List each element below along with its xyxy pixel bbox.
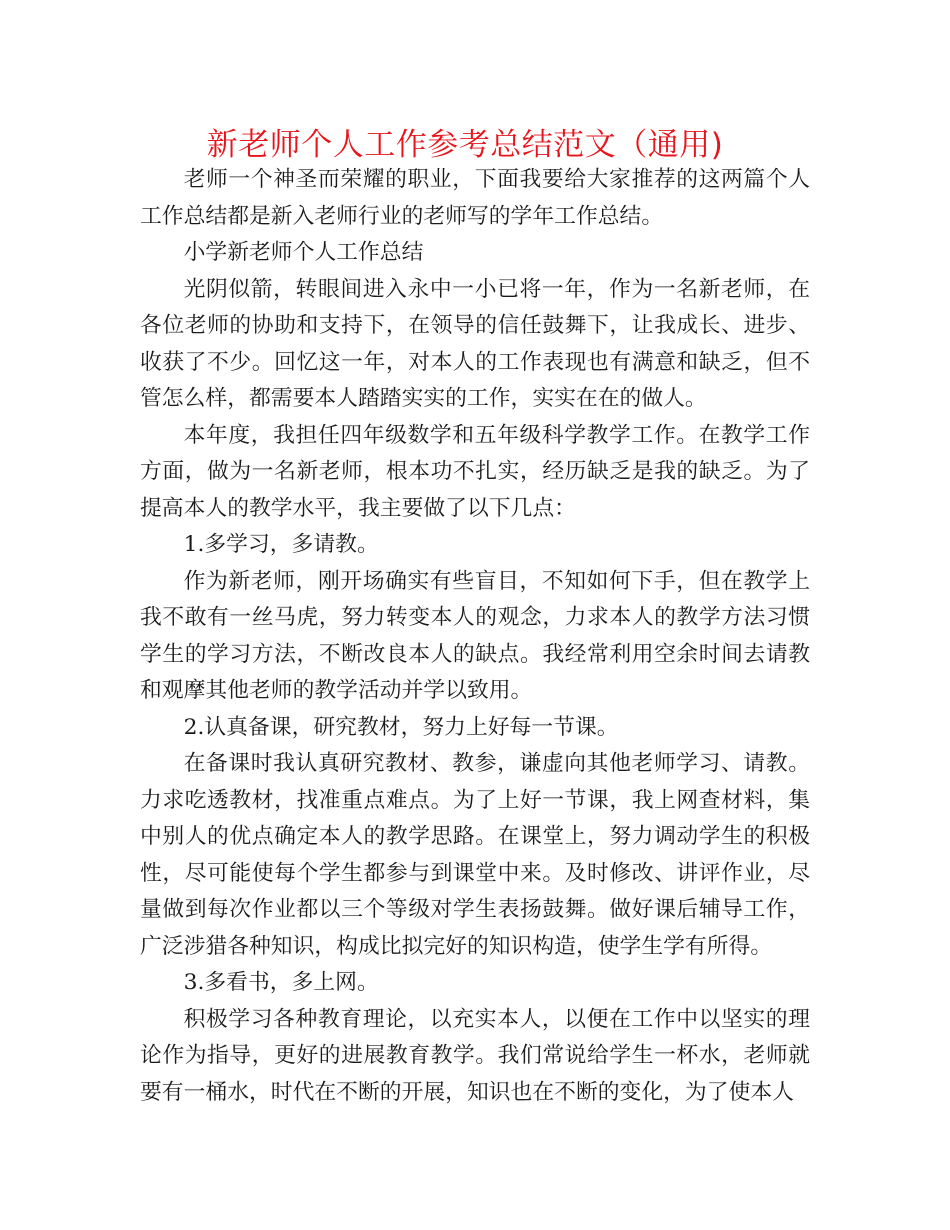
list-item-heading: 1.多学习，多请教。 bbox=[183, 532, 379, 557]
list-item-heading: 2.认真备课，研究教材，努力上好每一节课。 bbox=[183, 714, 619, 740]
paragraph-intro: 老师一个神圣而荣耀的职业，下面我要给大家推荐的这两篇个人工作总结都是新入老师行业的老师写的学年工作总结。 bbox=[140, 167, 810, 229]
document-body bbox=[140, 162, 810, 1111]
paragraph: 作为新老师，刚开场确实有些盲目，不知如何下手，但在教学上我不敢有一丝马虎，努力转变本人的观念，力求本人的教学方法习惯学生的学习方法，不断改良本人的缺点。我经常利用空余时间去请教和观摩其他老师的教学活动并学以致用。 bbox=[140, 568, 810, 703]
paragraph: 在备课时我认真研究教材、教参，谦虚向其他老师学习、请教。力求吃透教材，找准重点难点。为了上好一节课，我上网查材料，集中别人的优点确定本人的教学思路。在课堂上，努力调动学生的积极性，尽可能使每个学生都参与到课堂中来。及时修改、讲评作业，尽量做到每次作业都以三个等级对学生表扬鼓舞。做好课后辅导工作，广泛涉猎各种知识，构成比拟完好的知识构造，使学生学有所得。 bbox=[140, 751, 810, 959]
paragraph: 光阴似箭，转眼间进入永中一小已将一年，作为一名新老师，在各位老师的协助和支持下，在领导的信任鼓舞下，让我成长、进步、收获了不少。回忆这一年，对本人的工作表现也有满意和缺乏，但不管怎么样，都需要本人踏踏实实的工作，实实在在的做人。 bbox=[140, 276, 810, 411]
paragraph: 积极学习各种教育理论，以充实本人，以便在工作中以坚实的理论作为指导，更好的进展教育教学。我们常说给学生一杯水，老师就要有一桶水，时代在不断的开展，知识也在不断的变化，为了使本人 bbox=[140, 1006, 810, 1105]
list-item-heading: 3.多看书，多上网。 bbox=[183, 970, 379, 995]
paragraph: 本年度，我担任四年级数学和五年级科学教学工作。在教学工作方面，做为一名新老师，根本功不扎实，经历缺乏是我的缺乏。为了提高本人的教学水平，我主要做了以下几点： bbox=[140, 422, 810, 521]
section-heading: 小学新老师个人工作总结 bbox=[183, 240, 424, 265]
document-title: 新老师个人工作参考总结范文（通用) bbox=[206, 127, 724, 163]
